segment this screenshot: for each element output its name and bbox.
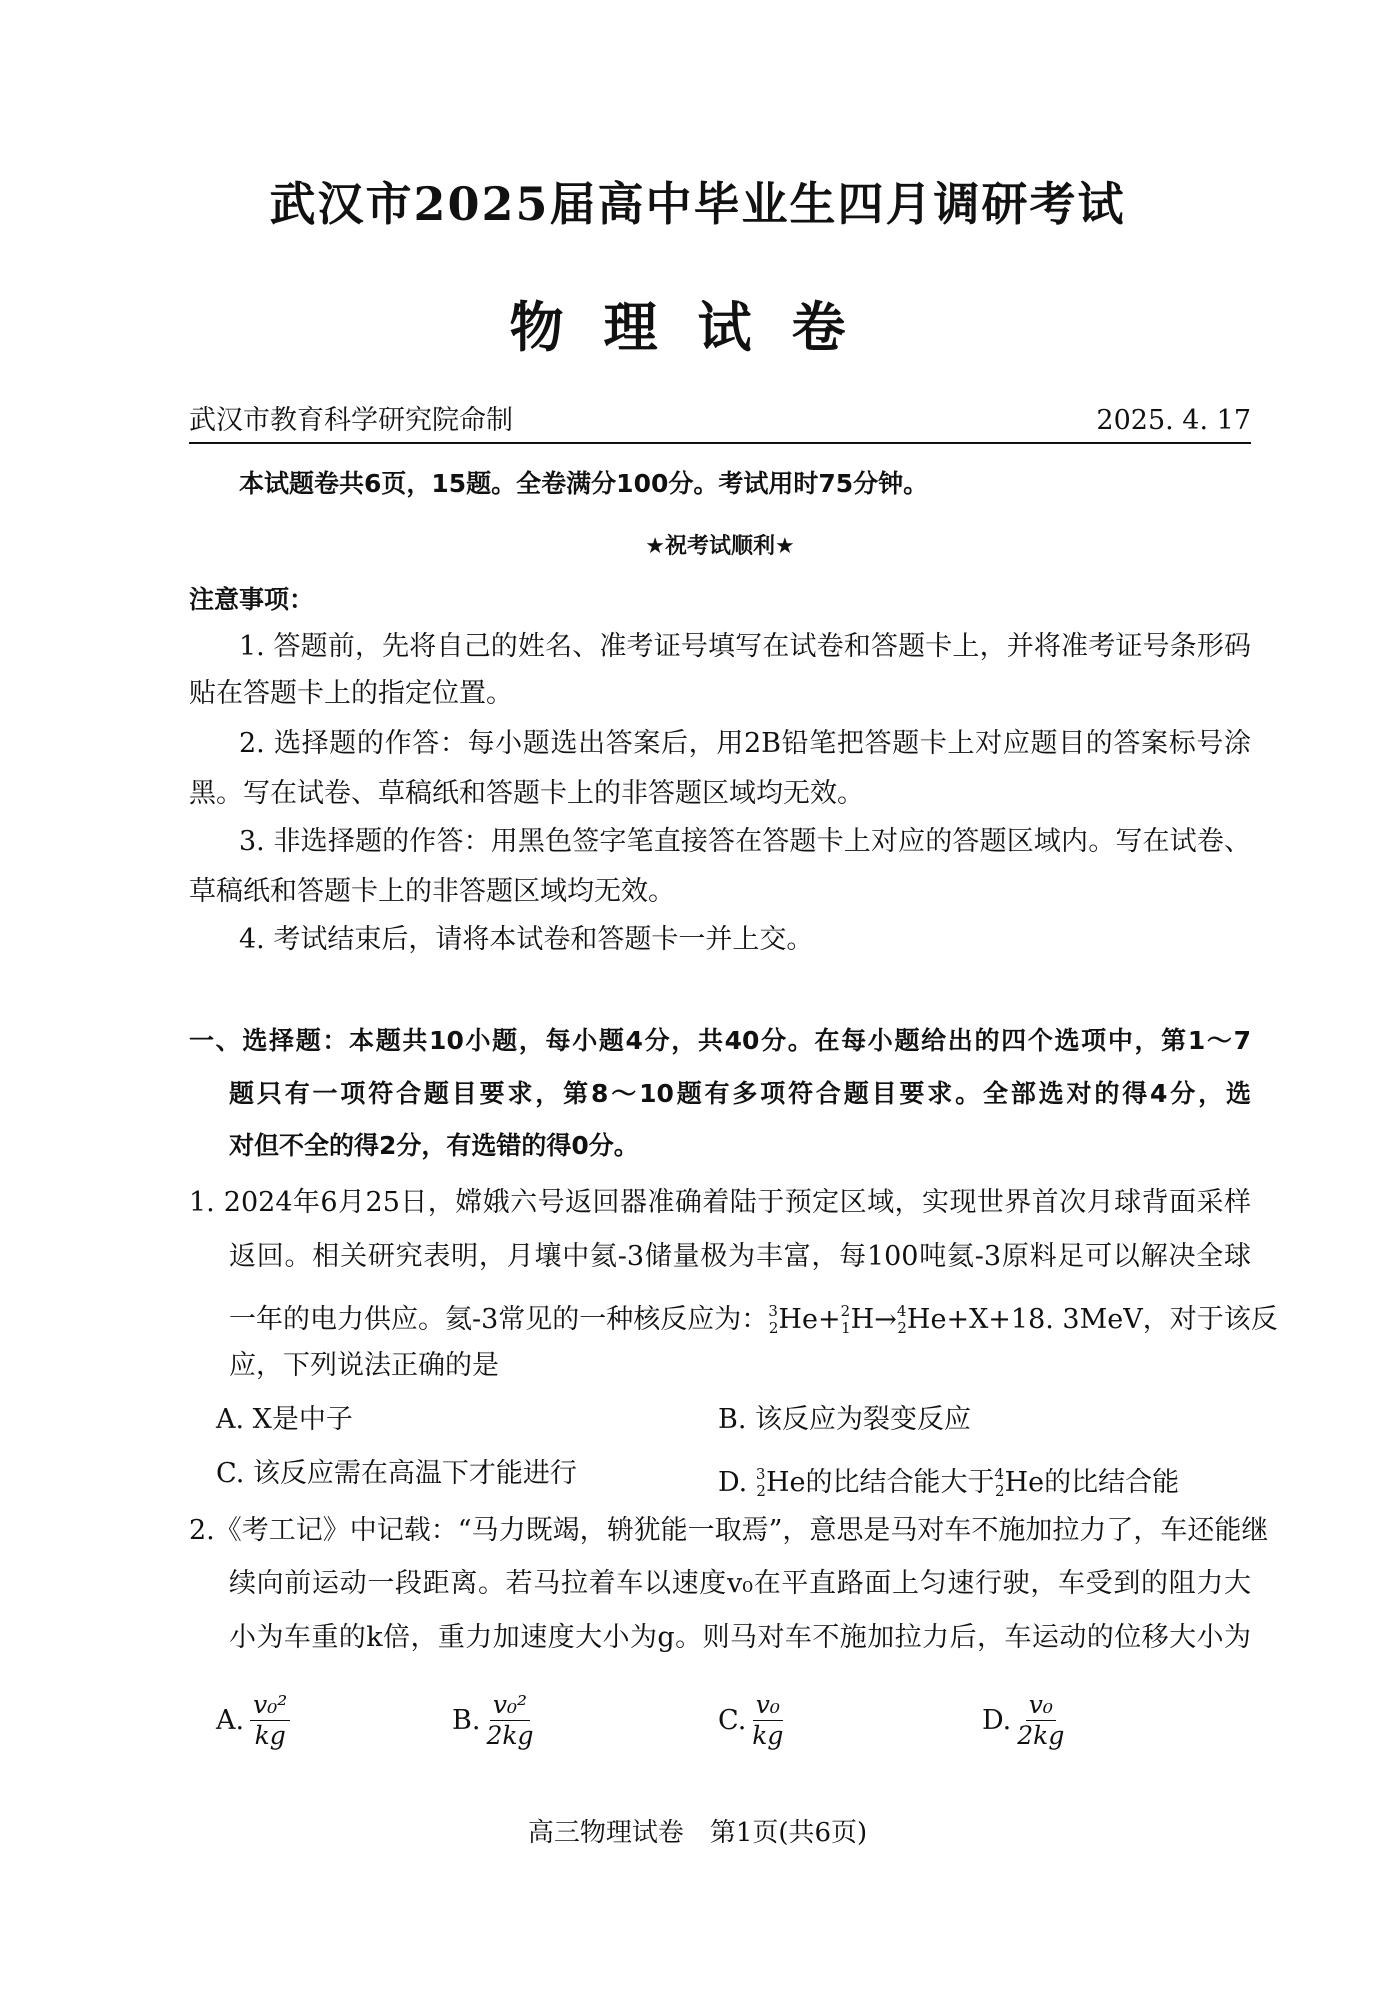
denominator: 2kg	[486, 1721, 534, 1750]
q1-option-a: A. X是中子	[216, 1404, 353, 1435]
q1-line: 1. 2024年6月25日，嫦娥六号返回器准确着陆于预定区域，实现世界首次月球背面采样	[189, 1187, 1251, 1218]
q1-text: 一年的电力供应。氦-3常见的一种核反应为：	[229, 1304, 769, 1335]
numerator: v₀²	[250, 1690, 290, 1721]
exam-subtitle: 物理试卷	[509, 296, 886, 359]
mass-number: 2	[840, 1302, 851, 1320]
plus: +	[817, 1304, 841, 1335]
mass-number: 3	[755, 1465, 766, 1483]
issuer: 武汉市教育科学研究院命制	[189, 405, 513, 436]
atomic-number: 2	[897, 1319, 907, 1337]
exam-info: 本试题卷共6页，15题。全卷满分100分。考试用时75分钟。	[239, 469, 929, 498]
atomic-number: 2	[756, 1482, 766, 1500]
arrow: →	[874, 1304, 897, 1335]
element: H	[850, 1304, 875, 1335]
q2-line: 2.《考工记》中记载：“马力既竭，辀犹能一取焉”，意思是马对车不施加拉力了，车还能继	[189, 1515, 1269, 1546]
notice-line: 1. 答题前，先将自己的姓名、准考证号填写在试卷和答题卡上，并将准考证号条形码	[239, 631, 1251, 662]
exam-date: 2025. 4. 17	[1096, 405, 1251, 436]
notice-line: 贴在答题卡上的指定位置。	[189, 678, 513, 709]
q2-option-a	[216, 1690, 290, 1751]
atomic-number: 1	[841, 1319, 851, 1337]
q2-option-c	[718, 1690, 783, 1751]
notice-line: 4. 考试结束后，请将本试卷和答题卡一并上交。	[239, 924, 814, 955]
q1-option-d	[718, 1457, 1179, 1508]
q2-line: 小为车重的k倍，重力加速度大小为g。则马对车不施加拉力后，车运动的位移大小为	[229, 1622, 1251, 1653]
mass-number: 4	[994, 1465, 1005, 1483]
q2-line: 续向前运动一段距离。若马拉着车以速度v₀在平直路面上匀速行驶，车受到的阻力大	[229, 1568, 1251, 1599]
equation-rest: He+X+18. 3MeV	[906, 1304, 1143, 1335]
notice-line: 3. 非选择题的作答：用黑色签字笔直接答在答题卡上对应的答题区域内。写在试卷、	[239, 826, 1251, 857]
q2-option-d	[982, 1690, 1064, 1751]
header-row	[189, 404, 1251, 438]
wish-text: ★祝考试顺利★	[645, 534, 795, 559]
option-label: A.	[216, 1705, 245, 1736]
numerator: v₀	[753, 1690, 783, 1721]
q1-line-equation	[229, 1294, 1278, 1345]
q1-option-c: C. 该反应需在高温下才能进行	[216, 1458, 577, 1489]
numerator: v₀	[1026, 1690, 1056, 1721]
q1-text: ，对于该反	[1142, 1304, 1278, 1335]
section-line: 题只有一项符合题目要求，第8～10题有多项符合题目要求。全部选对的得4分，选	[229, 1079, 1251, 1108]
q1-option-b: B. 该反应为裂变反应	[718, 1404, 972, 1435]
section-line: 对但不全的得2分，有选错的得0分。	[229, 1131, 639, 1160]
numerator: v₀²	[490, 1690, 530, 1721]
element: He	[778, 1304, 818, 1335]
mass-number: 3	[768, 1302, 778, 1320]
atomic-number: 2	[995, 1482, 1005, 1500]
section-line: 一、选择题：本题共10小题，每小题4分，共40分。在每小题给出的四个选项中，第1～7	[189, 1026, 1251, 1055]
denominator: 2kg	[1017, 1721, 1065, 1750]
denominator: kg	[752, 1721, 784, 1750]
notice-line: 草稿纸和答题卡上的非答题区域均无效。	[189, 876, 675, 907]
notice-line: 黑。写在试卷、草稿纸和答题卡上的非答题区域均无效。	[189, 778, 864, 809]
exam-title: 武汉市2025届高中毕业生四月调研考试	[269, 177, 1126, 231]
q2-option-b	[452, 1690, 534, 1751]
option-label: B.	[452, 1705, 481, 1736]
option-label: D.	[718, 1467, 756, 1498]
option-label: C.	[718, 1705, 747, 1736]
option-text: He的比结合能大于	[765, 1467, 995, 1498]
q1-line: 应，下列说法正确的是	[229, 1350, 499, 1381]
option-label: D.	[982, 1705, 1012, 1736]
page-footer: 高三物理试卷 第1页(共6页)	[527, 1818, 868, 1848]
option-text: He的比结合能	[1004, 1467, 1180, 1498]
mass-number: 4	[896, 1302, 907, 1320]
q1-line: 返回。相关研究表明，月壤中氦-3储量极为丰富，每100吨氦-3原料足可以解决全球	[229, 1241, 1251, 1272]
header-divider	[189, 442, 1251, 444]
notice-line: 2. 选择题的作答：每小题选出答案后，用2B铅笔把答题卡上对应题目的答案标号涂	[239, 728, 1251, 759]
atomic-number: 2	[768, 1319, 779, 1337]
notice-heading: 注意事项：	[189, 585, 315, 614]
denominator: kg	[254, 1721, 286, 1750]
